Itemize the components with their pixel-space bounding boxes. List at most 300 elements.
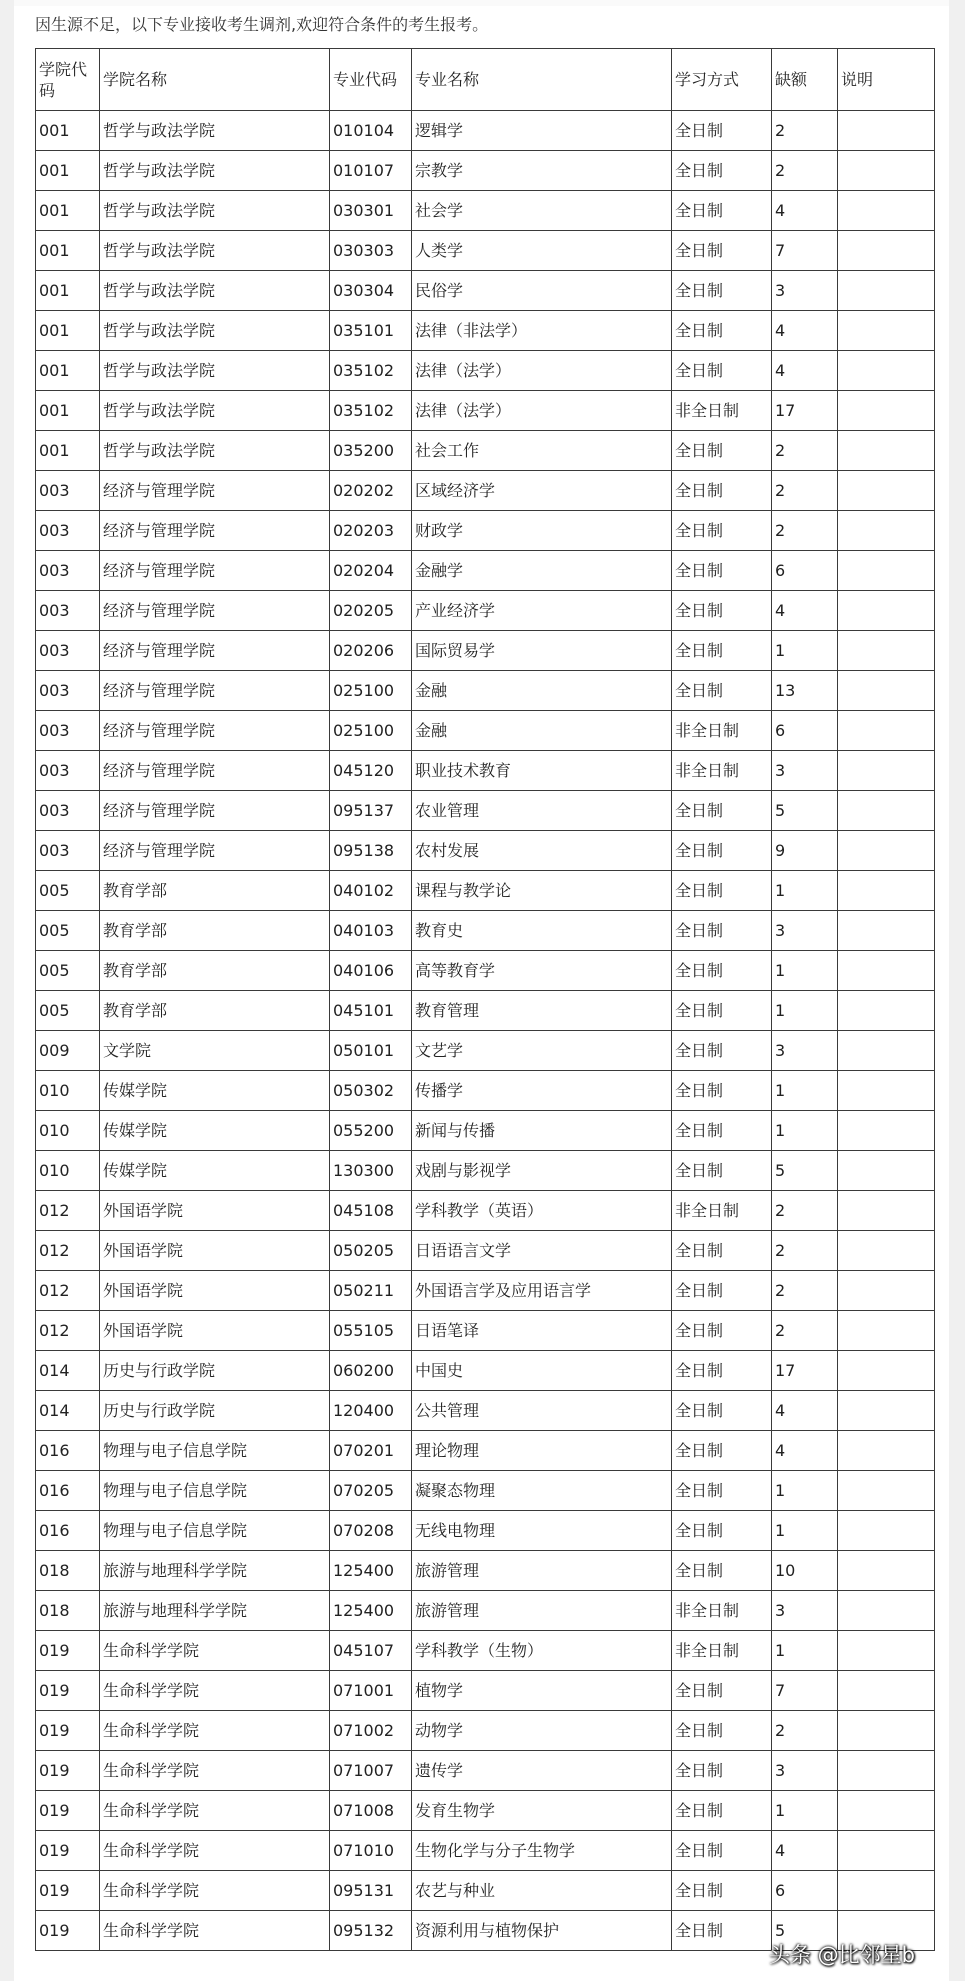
notes-cell	[838, 591, 935, 631]
vacancy-cell: 4	[772, 351, 838, 391]
college-name-cell: 旅游与地理科学学院	[100, 1551, 330, 1591]
college-code-cell: 003	[36, 591, 100, 631]
major-name-cell: 理论物理	[412, 1431, 672, 1471]
college-name-cell: 生命科学学院	[100, 1791, 330, 1831]
major-code-cell: 095131	[330, 1871, 412, 1911]
table-row	[36, 1751, 935, 1791]
vacancy-cell: 2	[772, 111, 838, 151]
notes-cell	[838, 1391, 935, 1431]
notes-cell	[838, 1191, 935, 1231]
major-name-cell: 传播学	[412, 1071, 672, 1111]
table-row	[36, 1671, 935, 1711]
college-name-cell: 哲学与政法学院	[100, 431, 330, 471]
vacancy-cell: 2	[772, 1311, 838, 1351]
major-name-cell: 植物学	[412, 1671, 672, 1711]
table-row	[36, 951, 935, 991]
college-name-cell: 外国语学院	[100, 1231, 330, 1271]
major-name-cell: 金融	[412, 711, 672, 751]
table-row	[36, 1071, 935, 1111]
college-code-cell: 003	[36, 511, 100, 551]
study-mode-cell: 全日制	[672, 471, 772, 511]
study-mode-cell: 全日制	[672, 671, 772, 711]
major-code-cell: 030304	[330, 271, 412, 311]
college-code-cell: 012	[36, 1271, 100, 1311]
vacancy-cell: 2	[772, 1711, 838, 1751]
study-mode-cell: 全日制	[672, 911, 772, 951]
header-notes: 说明	[838, 49, 935, 111]
college-code-cell: 014	[36, 1351, 100, 1391]
college-code-cell: 009	[36, 1031, 100, 1071]
notes-cell	[838, 1591, 935, 1631]
major-name-cell: 人类学	[412, 231, 672, 271]
study-mode-cell: 非全日制	[672, 751, 772, 791]
notes-cell	[838, 1511, 935, 1551]
study-mode-cell: 全日制	[672, 1751, 772, 1791]
college-name-cell: 文学院	[100, 1031, 330, 1071]
study-mode-cell: 全日制	[672, 1871, 772, 1911]
notes-cell	[838, 1111, 935, 1151]
college-name-cell: 哲学与政法学院	[100, 111, 330, 151]
major-name-cell: 中国史	[412, 1351, 672, 1391]
study-mode-cell: 非全日制	[672, 711, 772, 751]
major-name-cell: 教育史	[412, 911, 672, 951]
table-row	[36, 1471, 935, 1511]
study-mode-cell: 全日制	[672, 1031, 772, 1071]
vacancy-cell: 5	[772, 791, 838, 831]
notes-cell	[838, 671, 935, 711]
major-code-cell: 071002	[330, 1711, 412, 1751]
vacancy-cell: 3	[772, 1031, 838, 1071]
major-name-cell: 资源利用与植物保护	[412, 1911, 672, 1951]
college-code-cell: 012	[36, 1191, 100, 1231]
table-row	[36, 671, 935, 711]
notes-cell	[838, 991, 935, 1031]
header-vacancies: 缺额	[772, 49, 838, 111]
major-code-cell: 025100	[330, 671, 412, 711]
college-name-cell: 哲学与政法学院	[100, 391, 330, 431]
college-code-cell: 019	[36, 1791, 100, 1831]
major-name-cell: 农业管理	[412, 791, 672, 831]
college-code-cell: 003	[36, 471, 100, 511]
study-mode-cell: 全日制	[672, 311, 772, 351]
table-row	[36, 191, 935, 231]
major-code-cell: 020205	[330, 591, 412, 631]
college-code-cell: 001	[36, 191, 100, 231]
vacancy-cell: 3	[772, 271, 838, 311]
vacancy-cell: 2	[772, 471, 838, 511]
major-code-cell: 030301	[330, 191, 412, 231]
vacancy-cell: 7	[772, 231, 838, 271]
college-code-cell: 005	[36, 871, 100, 911]
college-name-cell: 哲学与政法学院	[100, 351, 330, 391]
vacancy-cell: 1	[772, 1111, 838, 1151]
major-code-cell: 020204	[330, 551, 412, 591]
table-row	[36, 1551, 935, 1591]
table-row	[36, 831, 935, 871]
college-code-cell: 010	[36, 1111, 100, 1151]
college-name-cell: 经济与管理学院	[100, 831, 330, 871]
table-row	[36, 551, 935, 591]
major-code-cell: 060200	[330, 1351, 412, 1391]
vacancy-cell: 7	[772, 1671, 838, 1711]
study-mode-cell: 全日制	[672, 631, 772, 671]
study-mode-cell: 全日制	[672, 871, 772, 911]
major-name-cell: 财政学	[412, 511, 672, 551]
major-name-cell: 动物学	[412, 1711, 672, 1751]
major-code-cell: 045107	[330, 1631, 412, 1671]
notes-cell	[838, 1671, 935, 1711]
major-name-cell: 文艺学	[412, 1031, 672, 1071]
table-row	[36, 311, 935, 351]
major-code-cell: 071001	[330, 1671, 412, 1711]
vacancy-cell: 6	[772, 1871, 838, 1911]
vacancy-cell: 4	[772, 191, 838, 231]
major-code-cell: 125400	[330, 1591, 412, 1631]
study-mode-cell: 全日制	[672, 1551, 772, 1591]
college-name-cell: 哲学与政法学院	[100, 191, 330, 231]
notes-cell	[838, 1471, 935, 1511]
watermark: 头条 @比邻星b	[768, 1943, 915, 1967]
notes-cell	[838, 1271, 935, 1311]
table-row	[36, 1871, 935, 1911]
header-major-name: 专业名称	[412, 49, 672, 111]
notes-cell	[838, 1711, 935, 1751]
college-code-cell: 014	[36, 1391, 100, 1431]
major-name-cell: 金融学	[412, 551, 672, 591]
college-code-cell: 005	[36, 911, 100, 951]
table-row	[36, 1591, 935, 1631]
vacancy-cell: 1	[772, 1511, 838, 1551]
college-name-cell: 生命科学学院	[100, 1671, 330, 1711]
major-code-cell: 035200	[330, 431, 412, 471]
vacancy-cell: 4	[772, 1431, 838, 1471]
notes-cell	[838, 1231, 935, 1271]
college-name-cell: 生命科学学院	[100, 1871, 330, 1911]
major-name-cell: 生物化学与分子生物学	[412, 1831, 672, 1871]
table-row	[36, 1831, 935, 1871]
vacancy-cell: 1	[772, 1631, 838, 1671]
college-name-cell: 教育学部	[100, 911, 330, 951]
vacancy-cell: 1	[772, 951, 838, 991]
college-code-cell: 003	[36, 631, 100, 671]
major-name-cell: 凝聚态物理	[412, 1471, 672, 1511]
study-mode-cell: 全日制	[672, 231, 772, 271]
major-code-cell: 071007	[330, 1751, 412, 1791]
college-code-cell: 001	[36, 351, 100, 391]
notes-cell	[838, 751, 935, 791]
major-name-cell: 学科教学（生物）	[412, 1631, 672, 1671]
study-mode-cell: 非全日制	[672, 391, 772, 431]
table-row	[36, 911, 935, 951]
table-row	[36, 751, 935, 791]
college-name-cell: 经济与管理学院	[100, 751, 330, 791]
major-code-cell: 050205	[330, 1231, 412, 1271]
college-code-cell: 018	[36, 1551, 100, 1591]
study-mode-cell: 全日制	[672, 1391, 772, 1431]
study-mode-cell: 全日制	[672, 111, 772, 151]
notes-cell	[838, 871, 935, 911]
major-code-cell: 025100	[330, 711, 412, 751]
table-row	[36, 1791, 935, 1831]
major-name-cell: 农艺与种业	[412, 1871, 672, 1911]
notes-cell	[838, 1751, 935, 1791]
table-row	[36, 1391, 935, 1431]
major-code-cell: 095137	[330, 791, 412, 831]
college-name-cell: 经济与管理学院	[100, 591, 330, 631]
major-code-cell: 040106	[330, 951, 412, 991]
table-row	[36, 151, 935, 191]
college-code-cell: 001	[36, 111, 100, 151]
table-row	[36, 271, 935, 311]
study-mode-cell: 全日制	[672, 1431, 772, 1471]
college-code-cell: 001	[36, 271, 100, 311]
college-code-cell: 019	[36, 1751, 100, 1791]
college-code-cell: 016	[36, 1431, 100, 1471]
major-code-cell: 030303	[330, 231, 412, 271]
header-college-code: 学院代码	[36, 49, 100, 111]
major-code-cell: 070201	[330, 1431, 412, 1471]
major-code-cell: 095132	[330, 1911, 412, 1951]
table-row	[36, 1191, 935, 1231]
notes-cell	[838, 1831, 935, 1871]
table-row	[36, 1631, 935, 1671]
notes-cell	[838, 1431, 935, 1471]
study-mode-cell: 全日制	[672, 1311, 772, 1351]
notes-cell	[838, 711, 935, 751]
major-code-cell: 035102	[330, 391, 412, 431]
vacancy-cell: 5	[772, 1151, 838, 1191]
vacancy-cell: 2	[772, 1231, 838, 1271]
study-mode-cell: 全日制	[672, 1711, 772, 1751]
study-mode-cell: 全日制	[672, 1911, 772, 1951]
major-code-cell: 095138	[330, 831, 412, 871]
college-name-cell: 经济与管理学院	[100, 551, 330, 591]
notes-cell	[838, 391, 935, 431]
notes-cell	[838, 111, 935, 151]
vacancy-cell: 2	[772, 431, 838, 471]
study-mode-cell: 全日制	[672, 1111, 772, 1151]
table-row	[36, 1031, 935, 1071]
major-name-cell: 公共管理	[412, 1391, 672, 1431]
major-code-cell: 020202	[330, 471, 412, 511]
college-code-cell: 012	[36, 1311, 100, 1351]
major-name-cell: 学科教学（英语）	[412, 1191, 672, 1231]
notes-cell	[838, 191, 935, 231]
vacancy-cell: 1	[772, 1791, 838, 1831]
college-name-cell: 教育学部	[100, 991, 330, 1031]
college-code-cell: 001	[36, 391, 100, 431]
major-code-cell: 055200	[330, 1111, 412, 1151]
study-mode-cell: 全日制	[672, 351, 772, 391]
vacancy-cell: 10	[772, 1551, 838, 1591]
college-name-cell: 经济与管理学院	[100, 791, 330, 831]
notes-cell	[838, 151, 935, 191]
major-code-cell: 050211	[330, 1271, 412, 1311]
table-row	[36, 631, 935, 671]
major-code-cell: 055105	[330, 1311, 412, 1351]
major-code-cell: 045101	[330, 991, 412, 1031]
major-name-cell: 旅游管理	[412, 1551, 672, 1591]
table-row	[36, 871, 935, 911]
table-row	[36, 1351, 935, 1391]
study-mode-cell: 全日制	[672, 1071, 772, 1111]
vacancy-cell: 1	[772, 1071, 838, 1111]
major-name-cell: 课程与教学论	[412, 871, 672, 911]
college-code-cell: 003	[36, 831, 100, 871]
major-name-cell: 遗传学	[412, 1751, 672, 1791]
college-name-cell: 经济与管理学院	[100, 631, 330, 671]
notes-cell	[838, 1551, 935, 1591]
major-code-cell: 130300	[330, 1151, 412, 1191]
major-name-cell: 日语笔译	[412, 1311, 672, 1351]
table-row	[36, 231, 935, 271]
study-mode-cell: 全日制	[672, 511, 772, 551]
college-code-cell: 016	[36, 1511, 100, 1551]
vacancy-cell: 17	[772, 1351, 838, 1391]
table-row	[36, 431, 935, 471]
study-mode-cell: 全日制	[672, 151, 772, 191]
notes-cell	[838, 1071, 935, 1111]
college-code-cell: 001	[36, 151, 100, 191]
vacancy-cell: 1	[772, 871, 838, 911]
notes-cell	[838, 951, 935, 991]
header-college-name: 学院名称	[100, 49, 330, 111]
study-mode-cell: 全日制	[672, 1831, 772, 1871]
college-name-cell: 物理与电子信息学院	[100, 1431, 330, 1471]
major-code-cell: 071008	[330, 1791, 412, 1831]
major-name-cell: 国际贸易学	[412, 631, 672, 671]
college-name-cell: 生命科学学院	[100, 1631, 330, 1671]
major-code-cell: 050101	[330, 1031, 412, 1071]
major-code-cell: 040103	[330, 911, 412, 951]
major-name-cell: 戏剧与影视学	[412, 1151, 672, 1191]
header-study-mode: 学习方式	[672, 49, 772, 111]
major-name-cell: 法律（非法学）	[412, 311, 672, 351]
vacancy-cell: 6	[772, 711, 838, 751]
study-mode-cell: 全日制	[672, 991, 772, 1031]
college-name-cell: 哲学与政法学院	[100, 231, 330, 271]
college-code-cell: 018	[36, 1591, 100, 1631]
study-mode-cell: 全日制	[672, 431, 772, 471]
college-name-cell: 经济与管理学院	[100, 511, 330, 551]
study-mode-cell: 全日制	[672, 831, 772, 871]
notes-cell	[838, 351, 935, 391]
notes-cell	[838, 631, 935, 671]
table-row	[36, 511, 935, 551]
major-name-cell: 民俗学	[412, 271, 672, 311]
college-name-cell: 生命科学学院	[100, 1831, 330, 1871]
study-mode-cell: 全日制	[672, 951, 772, 991]
vacancy-cell: 1	[772, 1471, 838, 1511]
major-name-cell: 产业经济学	[412, 591, 672, 631]
study-mode-cell: 非全日制	[672, 1191, 772, 1231]
study-mode-cell: 非全日制	[672, 1631, 772, 1671]
college-name-cell: 外国语学院	[100, 1311, 330, 1351]
college-code-cell: 001	[36, 311, 100, 351]
table-row	[36, 1431, 935, 1471]
college-name-cell: 哲学与政法学院	[100, 311, 330, 351]
table-row	[36, 1311, 935, 1351]
vacancy-cell: 17	[772, 391, 838, 431]
major-code-cell: 045120	[330, 751, 412, 791]
study-mode-cell: 全日制	[672, 551, 772, 591]
college-name-cell: 物理与电子信息学院	[100, 1471, 330, 1511]
major-code-cell: 035101	[330, 311, 412, 351]
study-mode-cell: 全日制	[672, 791, 772, 831]
notes-cell	[838, 1791, 935, 1831]
major-name-cell: 职业技术教育	[412, 751, 672, 791]
table-row	[36, 791, 935, 831]
vacancy-cell: 4	[772, 1831, 838, 1871]
document-page	[14, 0, 949, 1981]
college-code-cell: 019	[36, 1711, 100, 1751]
college-name-cell: 生命科学学院	[100, 1711, 330, 1751]
college-name-cell: 生命科学学院	[100, 1911, 330, 1951]
table-row	[36, 1231, 935, 1271]
notes-cell	[838, 431, 935, 471]
college-code-cell: 003	[36, 551, 100, 591]
major-name-cell: 社会学	[412, 191, 672, 231]
notes-cell	[838, 1871, 935, 1911]
table-row	[36, 591, 935, 631]
college-code-cell: 003	[36, 671, 100, 711]
college-name-cell: 哲学与政法学院	[100, 151, 330, 191]
vacancy-cell: 3	[772, 1751, 838, 1791]
major-code-cell: 035102	[330, 351, 412, 391]
notes-cell	[838, 471, 935, 511]
study-mode-cell: 全日制	[672, 1151, 772, 1191]
table-row	[36, 1511, 935, 1551]
vacancy-cell: 9	[772, 831, 838, 871]
major-name-cell: 社会工作	[412, 431, 672, 471]
college-code-cell: 016	[36, 1471, 100, 1511]
college-code-cell: 010	[36, 1071, 100, 1111]
header-major-code: 专业代码	[330, 49, 412, 111]
table-row	[36, 711, 935, 751]
table-row	[36, 991, 935, 1031]
major-name-cell: 法律（法学）	[412, 351, 672, 391]
vacancy-cell: 2	[772, 1271, 838, 1311]
major-code-cell: 071010	[330, 1831, 412, 1871]
vacancy-cell: 3	[772, 1591, 838, 1631]
college-code-cell: 012	[36, 1231, 100, 1271]
study-mode-cell: 全日制	[672, 271, 772, 311]
vacancy-cell: 1	[772, 631, 838, 671]
notes-cell	[838, 1311, 935, 1351]
major-name-cell: 外国语言学及应用语言学	[412, 1271, 672, 1311]
major-name-cell: 发育生物学	[412, 1791, 672, 1831]
vacancy-cell: 6	[772, 551, 838, 591]
major-name-cell: 无线电物理	[412, 1511, 672, 1551]
notes-cell	[838, 551, 935, 591]
study-mode-cell: 全日制	[672, 1271, 772, 1311]
college-name-cell: 物理与电子信息学院	[100, 1511, 330, 1551]
table-body	[36, 111, 935, 1951]
college-code-cell: 001	[36, 431, 100, 471]
table-row	[36, 1711, 935, 1751]
study-mode-cell: 全日制	[672, 191, 772, 231]
college-name-cell: 教育学部	[100, 951, 330, 991]
college-name-cell: 外国语学院	[100, 1271, 330, 1311]
major-name-cell: 旅游管理	[412, 1591, 672, 1631]
vacancy-cell: 1	[772, 991, 838, 1031]
study-mode-cell: 全日制	[672, 1471, 772, 1511]
study-mode-cell: 全日制	[672, 1791, 772, 1831]
notes-cell	[838, 791, 935, 831]
college-name-cell: 传媒学院	[100, 1151, 330, 1191]
college-name-cell: 传媒学院	[100, 1111, 330, 1151]
college-name-cell: 教育学部	[100, 871, 330, 911]
